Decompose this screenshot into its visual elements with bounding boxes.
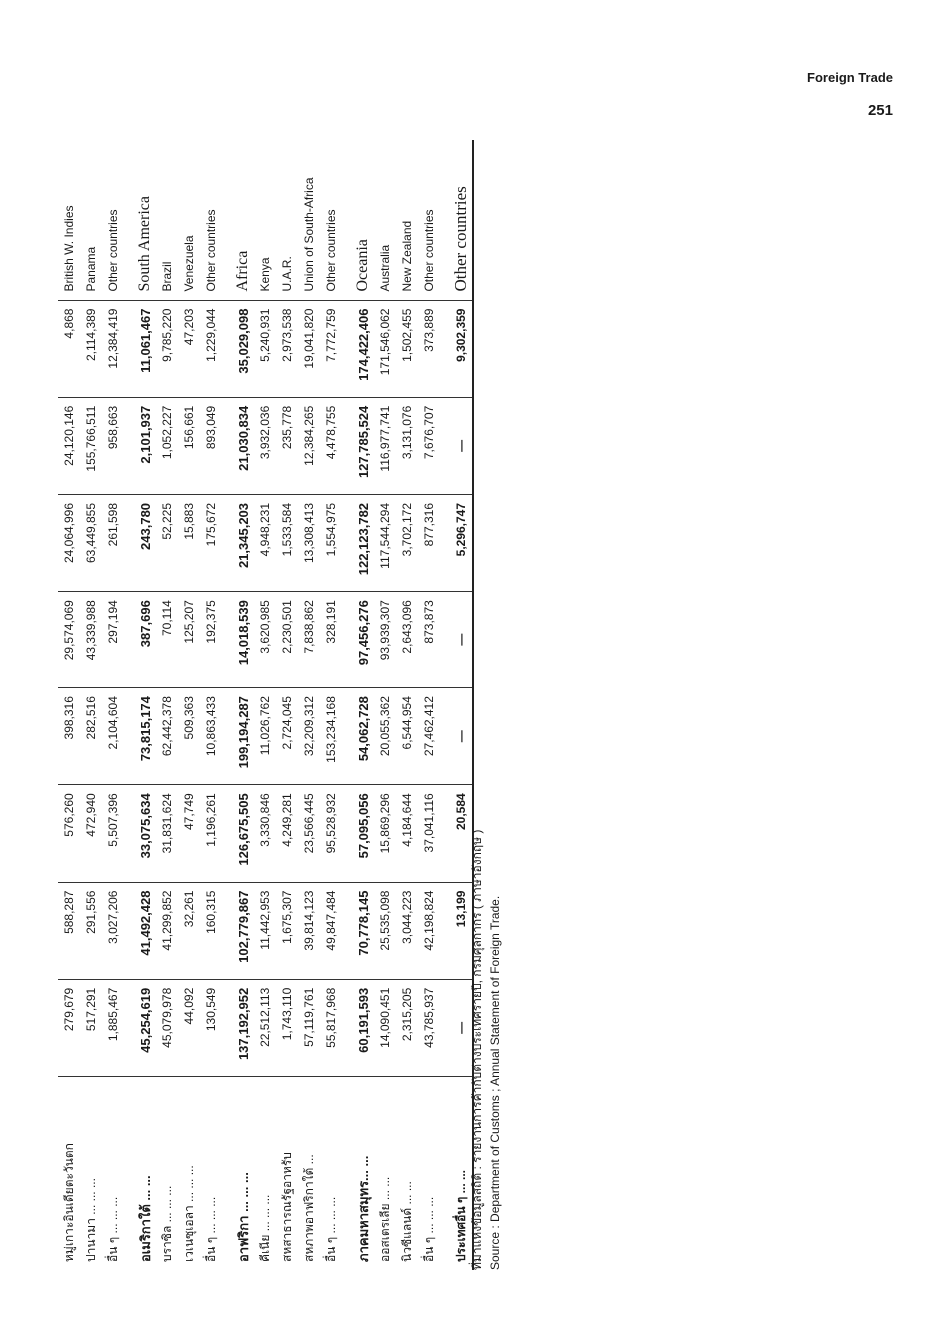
spacer-row (124, 140, 134, 1270)
country-name-thai: ปานามา ... ... ... (83, 1178, 98, 1262)
value-cell: 21,030,834 (232, 397, 254, 494)
table-row (320, 140, 342, 1270)
value-cell: 31,831,624 (156, 785, 178, 882)
country-name-english: Union of South-Africa (298, 140, 320, 300)
footnote-thai: ที่มาแห่งข้อมูลสถิติ : รายงานการค้ากับต่างประเทศรายปี, กรมศุลกากร ( ภาษาอังกฤษ ) (470, 829, 484, 1270)
country-name-thai: นิวซีแลนด์ ... ... (399, 1181, 414, 1262)
value-cell: 4,868 (58, 300, 80, 397)
table-row (134, 140, 156, 1270)
value-cell: 199,194,287 (232, 688, 254, 785)
value-cell: 116,977,741 (374, 397, 396, 494)
value-cell: — (450, 979, 473, 1076)
value-cell: 29,574,069 (58, 592, 80, 688)
value-cell: 4,249,281 (276, 785, 298, 882)
country-name-thai: อาฟริกา ... ... ... (235, 1172, 251, 1262)
value-cell: 2,643,096 (396, 592, 418, 688)
value-cell: 21,345,203 (232, 494, 254, 591)
value-cell: 3,932,036 (254, 397, 276, 494)
country-name-english: Oceania (352, 140, 374, 300)
country-name-english: Africa (232, 140, 254, 300)
value-cell: 93,939,307 (374, 592, 396, 688)
country-name-thai: ประเทศอื่น ๆ ... ... (453, 1170, 468, 1262)
value-cell: 10,863,433 (200, 688, 222, 785)
table-row (254, 140, 276, 1270)
country-name-thai: อื่น ๆ ... ... ... (323, 1196, 338, 1262)
value-cell: 15,869,296 (374, 785, 396, 882)
country-name-thai: ออสเตรเลีย ... ... (377, 1176, 392, 1262)
value-cell: 45,254,619 (134, 979, 156, 1076)
value-cell: 588,287 (58, 882, 80, 979)
value-cell: 328,191 (320, 592, 342, 688)
country-name-english: Panama (80, 140, 102, 300)
value-cell: 235,778 (276, 397, 298, 494)
value-cell: 472,940 (80, 785, 102, 882)
country-name-english: Australia (374, 140, 396, 300)
value-cell: 2,104,604 (102, 688, 124, 785)
country-name-english: Venezuela (178, 140, 200, 300)
value-cell: 893,049 (200, 397, 222, 494)
value-cell: 127,785,524 (352, 397, 374, 494)
value-cell: 27,462,412 (418, 688, 440, 785)
table-row (58, 140, 80, 1270)
value-cell: 373,889 (418, 300, 440, 397)
value-cell: 387,696 (134, 592, 156, 688)
value-cell: 1,675,307 (276, 882, 298, 979)
rotated-table-page (40, 140, 580, 1270)
value-cell: 39,814,123 (298, 882, 320, 979)
value-cell: 4,948,231 (254, 494, 276, 591)
value-cell: 291,556 (80, 882, 102, 979)
value-cell: 11,026,762 (254, 688, 276, 785)
value-cell: 95,528,932 (320, 785, 342, 882)
value-cell: 958,663 (102, 397, 124, 494)
value-cell: 1,554,975 (320, 494, 342, 591)
value-cell: 517,291 (80, 979, 102, 1076)
country-name-english: Other countries (320, 140, 342, 300)
value-cell: 41,299,852 (156, 882, 178, 979)
value-cell: 11,442,953 (254, 882, 276, 979)
value-cell: 279,679 (58, 979, 80, 1076)
value-cell: 1,502,455 (396, 300, 418, 397)
value-cell: 9,785,220 (156, 300, 178, 397)
value-cell: 32,209,312 (298, 688, 320, 785)
value-cell: 1,229,044 (200, 300, 222, 397)
value-cell: 97,456,276 (352, 592, 374, 688)
value-cell: 20,055,362 (374, 688, 396, 785)
value-cell: 160,315 (200, 882, 222, 979)
value-cell: 22,512,113 (254, 979, 276, 1076)
value-cell: 35,029,098 (232, 300, 254, 397)
value-cell: 3,702,172 (396, 494, 418, 591)
value-cell: 1,196,261 (200, 785, 222, 882)
value-cell: 1,743,110 (276, 979, 298, 1076)
value-cell: 32,261 (178, 882, 200, 979)
value-cell: 156,661 (178, 397, 200, 494)
footnote (468, 830, 504, 1270)
value-cell: 11,061,467 (134, 300, 156, 397)
value-cell: 3,044,223 (396, 882, 418, 979)
country-name-thai: เวเนซุเอลา ... ... ... (181, 1165, 196, 1262)
value-cell: 37,041,116 (418, 785, 440, 882)
value-cell: 5,296,747 (450, 494, 473, 591)
value-cell: 3,330,846 (254, 785, 276, 882)
table-row (80, 140, 102, 1270)
table-row (374, 140, 396, 1270)
trade-table (58, 140, 474, 1270)
spacer-row (222, 140, 232, 1270)
value-cell: 126,675,505 (232, 785, 254, 882)
country-name-english: South America (134, 140, 156, 300)
value-cell: 7,772,759 (320, 300, 342, 397)
table-row (232, 140, 254, 1270)
value-cell: 398,316 (58, 688, 80, 785)
spacer-row (342, 140, 352, 1270)
table-row (352, 140, 374, 1270)
country-name-english: Other countries (200, 140, 222, 300)
value-cell: 4,184,644 (396, 785, 418, 882)
value-cell: 62,442,378 (156, 688, 178, 785)
value-cell: 130,549 (200, 979, 222, 1076)
value-cell: 243,780 (134, 494, 156, 591)
country-name-thai: สหภาพอาฟริกาใต้ ... (301, 1154, 316, 1262)
value-cell: — (450, 592, 473, 688)
table-row (178, 140, 200, 1270)
country-name-english: New Zealand (396, 140, 418, 300)
value-cell: — (450, 397, 473, 494)
value-cell: 1,885,467 (102, 979, 124, 1076)
footnote-source: Source : Department of Customs ; Annual Statement of Foreign Trade. (488, 895, 502, 1270)
value-cell: 20,584 (450, 785, 473, 882)
value-cell: 282,516 (80, 688, 102, 785)
value-cell: 877,316 (418, 494, 440, 591)
value-cell: 33,075,634 (134, 785, 156, 882)
value-cell: 117,544,294 (374, 494, 396, 591)
value-cell: 54,062,728 (352, 688, 374, 785)
country-name-english: Kenya (254, 140, 276, 300)
country-name-thai: สหสาธารณรัฐอาหรับ (279, 1152, 294, 1262)
header-title: Foreign Trade (807, 70, 893, 85)
value-cell: 3,131,076 (396, 397, 418, 494)
value-cell: 49,847,484 (320, 882, 342, 979)
country-name-thai: อื่น ๆ ... ... ... (203, 1196, 218, 1262)
country-name-english: Brazil (156, 140, 178, 300)
value-cell: 47,203 (178, 300, 200, 397)
value-cell: 13,199 (450, 882, 473, 979)
value-cell: 7,838,862 (298, 592, 320, 688)
value-cell: 42,198,824 (418, 882, 440, 979)
country-name-english: Other countries (418, 140, 440, 300)
country-name-thai: อื่น ๆ ... ... ... (105, 1196, 120, 1262)
country-name-thai: บราซิล ... ... ... (159, 1185, 174, 1262)
value-cell: 45,079,978 (156, 979, 178, 1076)
value-cell: 19,041,820 (298, 300, 320, 397)
value-cell: 70,114 (156, 592, 178, 688)
value-cell: 14,018,539 (232, 592, 254, 688)
value-cell: 5,507,396 (102, 785, 124, 882)
value-cell: 73,815,174 (134, 688, 156, 785)
value-cell: 70,778,145 (352, 882, 374, 979)
value-cell: 122,123,782 (352, 494, 374, 591)
value-cell: 137,192,952 (232, 979, 254, 1076)
country-name-thai: อเมริกาใต้ ... ... (137, 1175, 153, 1262)
table-row (276, 140, 298, 1270)
value-cell: 175,672 (200, 494, 222, 591)
value-cell: 576,260 (58, 785, 80, 882)
value-cell: 57,095,056 (352, 785, 374, 882)
table-row (298, 140, 320, 1270)
value-cell: 43,339,988 (80, 592, 102, 688)
value-cell: 2,114,389 (80, 300, 102, 397)
value-cell: 14,090,451 (374, 979, 396, 1076)
value-cell: 23,566,445 (298, 785, 320, 882)
value-cell: 102,779,867 (232, 882, 254, 979)
value-cell: 6,544,954 (396, 688, 418, 785)
value-cell: 261,598 (102, 494, 124, 591)
country-name-thai: อื่น ๆ ... ... ... (421, 1196, 436, 1262)
value-cell: 15,883 (178, 494, 200, 591)
value-cell: 13,308,413 (298, 494, 320, 591)
value-cell: 174,422,406 (352, 300, 374, 397)
value-cell: 57,119,761 (298, 979, 320, 1076)
value-cell: 4,478,755 (320, 397, 342, 494)
table-row (156, 140, 178, 1270)
value-cell: 52,225 (156, 494, 178, 591)
value-cell: 12,384,419 (102, 300, 124, 397)
value-cell: 44,092 (178, 979, 200, 1076)
country-name-thai: หมู่เกาะอินเดียตะวันตก (61, 1143, 76, 1262)
value-cell: 41,492,428 (134, 882, 156, 979)
value-cell: 5,240,931 (254, 300, 276, 397)
value-cell: 9,302,359 (450, 300, 473, 397)
value-cell: 2,315,205 (396, 979, 418, 1076)
table-row (200, 140, 222, 1270)
page-number: 251 (867, 102, 893, 119)
value-cell: 1,533,584 (276, 494, 298, 591)
country-name-thai: คีเนีย ... ... ... (257, 1194, 272, 1262)
value-cell: 2,973,538 (276, 300, 298, 397)
value-cell: 155,766,511 (80, 397, 102, 494)
value-cell: 873,873 (418, 592, 440, 688)
country-name-english: Other countries (102, 140, 124, 300)
value-cell: 192,375 (200, 592, 222, 688)
country-name-english: British W. Indies (58, 140, 80, 300)
value-cell: 3,620,985 (254, 592, 276, 688)
value-cell: 171,546,062 (374, 300, 396, 397)
table-row (102, 140, 124, 1270)
table-row (418, 140, 440, 1270)
table-row (396, 140, 418, 1270)
value-cell: 153,234,168 (320, 688, 342, 785)
value-cell: 12,384,265 (298, 397, 320, 494)
value-cell: 63,449,855 (80, 494, 102, 591)
country-name-english: U.A.R. (276, 140, 298, 300)
value-cell: 3,027,206 (102, 882, 124, 979)
value-cell: 2,230,501 (276, 592, 298, 688)
value-cell: 24,120,146 (58, 397, 80, 494)
spacer-row (440, 140, 450, 1270)
value-cell: — (450, 688, 473, 785)
value-cell: 25,535,098 (374, 882, 396, 979)
value-cell: 509,363 (178, 688, 200, 785)
value-cell: 297,194 (102, 592, 124, 688)
value-cell: 47,749 (178, 785, 200, 882)
value-cell: 60,191,593 (352, 979, 374, 1076)
value-cell: 7,676,707 (418, 397, 440, 494)
country-name-thai: ภาคมหาสมุทร... ... (355, 1155, 371, 1262)
value-cell: 125,207 (178, 592, 200, 688)
value-cell: 24,064,996 (58, 494, 80, 591)
value-cell: 2,724,045 (276, 688, 298, 785)
value-cell: 43,785,937 (418, 979, 440, 1076)
value-cell: 1,052,227 (156, 397, 178, 494)
value-cell: 55,817,968 (320, 979, 342, 1076)
country-name-english: Other countries (450, 140, 473, 300)
value-cell: 2,101,937 (134, 397, 156, 494)
